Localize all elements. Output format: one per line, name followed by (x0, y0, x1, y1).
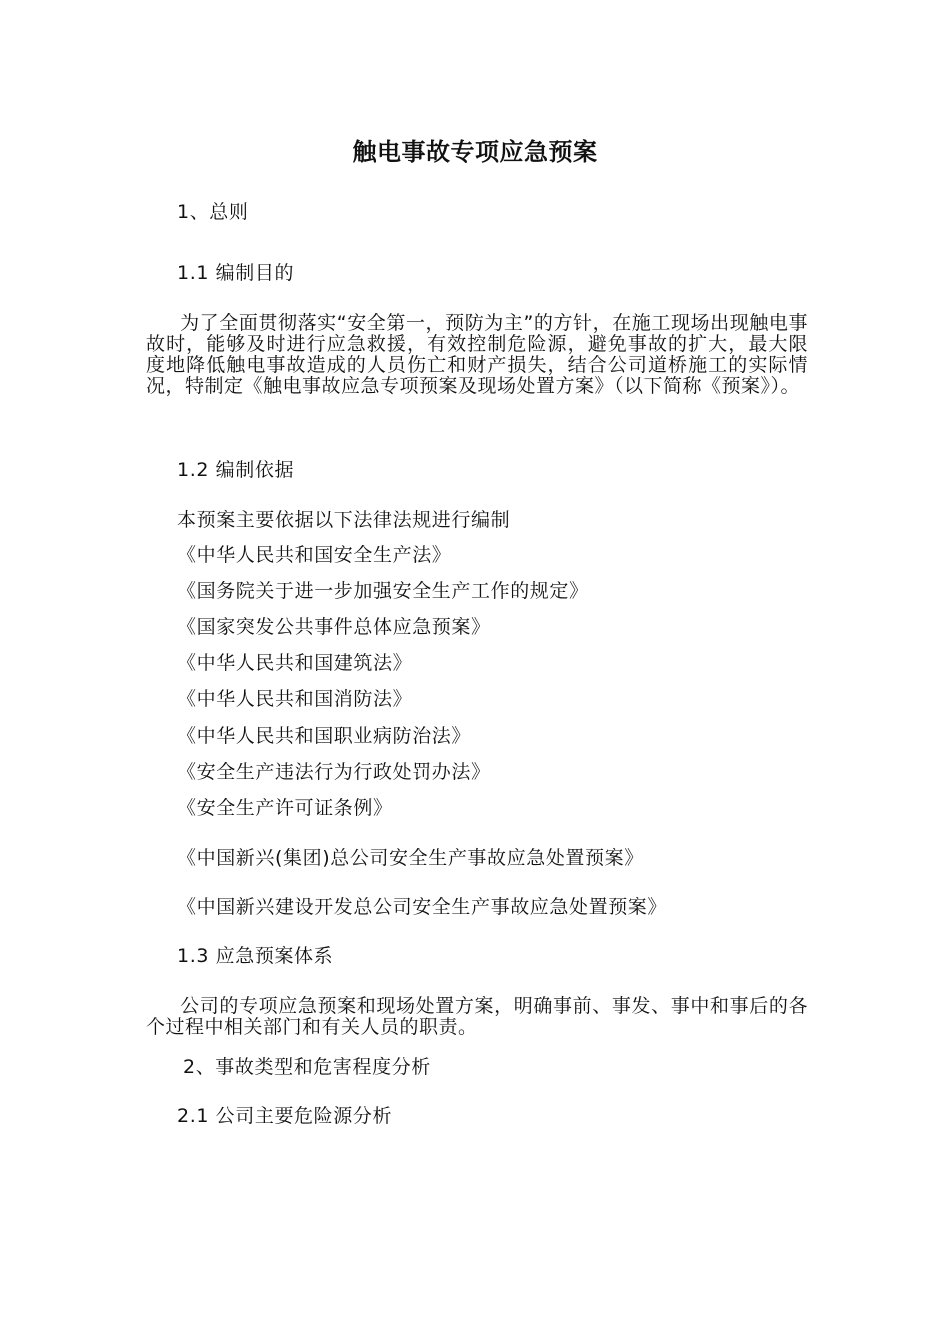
document-title: 触电事故专项应急预案 (352, 137, 598, 166)
section-heading-1-1: 1.1 编制目的 (177, 262, 295, 284)
system-paragraph (146, 996, 808, 1038)
law-item: 《安全生产违法行为行政处罚办法》 (177, 761, 491, 783)
section-heading-2-1: 2.1 公司主要危险源分析 (177, 1105, 393, 1127)
system-paragraph-text: 公司的专项应急预案和现场处置方案，明确事前、事发、事中和事后的各个过程中相关部门和有关人员的职责。 (146, 995, 808, 1038)
basis-intro: 本预案主要依据以下法律法规进行编制 (177, 509, 511, 531)
law-item: 《中国新兴(集团)总公司安全生产事故应急处置预案》 (177, 847, 644, 869)
purpose-paragraph (146, 313, 808, 397)
section-heading-1-2: 1.2 编制依据 (177, 459, 295, 481)
law-item: 《国家突发公共事件总体应急预案》 (177, 616, 491, 638)
law-item: 《安全生产许可证条例》 (177, 797, 393, 819)
section-heading-1: 1、总则 (177, 201, 249, 223)
section-heading-1-3: 1.3 应急预案体系 (177, 945, 334, 967)
law-item: 《中华人民共和国建筑法》 (177, 652, 413, 674)
law-item: 《中华人民共和国消防法》 (177, 688, 413, 710)
law-item: 《中华人民共和国职业病防治法》 (177, 725, 472, 747)
section-heading-2: 2、事故类型和危害程度分析 (183, 1056, 431, 1078)
law-item: 《国务院关于进一步加强安全生产工作的规定》 (177, 580, 589, 602)
law-item: 《中国新兴建设开发总公司安全生产事故应急处置预案》 (177, 896, 668, 918)
purpose-paragraph-text: 为了全面贯彻落实“安全第一，预防为主”的方针，在施工现场出现触电事故时，能够及时进行应急救援，有效控制危险源，避免事故的扩大，最大限度地降低触电事故造成的人员伤亡和财产损失，结合公司道桥施工的实际情况，特制定《触电事故应急专项预案及现场处置方案》（以下简称《预案》）。 (146, 312, 808, 397)
law-item: 《中华人民共和国安全生产法》 (177, 544, 452, 566)
